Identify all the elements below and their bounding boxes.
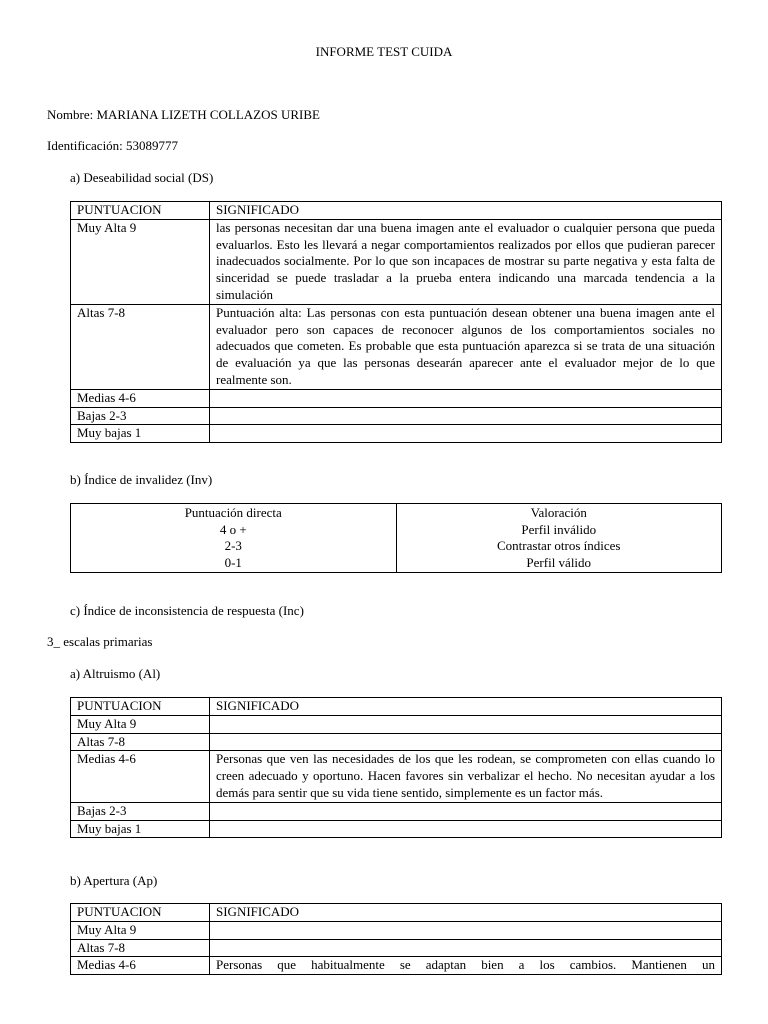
header-significado: SIGNIFICADO [210, 904, 722, 922]
al-table [70, 697, 722, 838]
inv-heading: b) Índice de invalidez (Inv) [70, 472, 213, 487]
meaning-cell [210, 921, 722, 939]
level-cell: Medias 4-6 [71, 389, 210, 407]
table-row [71, 202, 722, 220]
table-row [71, 504, 722, 573]
level-cell: Medias 4-6 [71, 957, 210, 975]
table-row [71, 939, 722, 957]
table-row [71, 407, 722, 425]
table-row [71, 425, 722, 443]
table-row [71, 751, 722, 802]
level-cell: Muy bajas 1 [71, 425, 210, 443]
table-row [71, 802, 722, 820]
inv-table [70, 503, 722, 573]
table-row [71, 957, 722, 975]
inv-col-puntuacion [71, 504, 397, 573]
table-row [71, 219, 722, 304]
inv-col-valoracion [396, 504, 722, 573]
table-row [71, 820, 722, 838]
level-cell: Altas 7-8 [71, 939, 210, 957]
inv-score: 0-1 [224, 554, 242, 570]
escalas-heading: 3_ escalas primarias [47, 634, 153, 649]
level-cell: Muy Alta 9 [71, 921, 210, 939]
ds-heading: a) Deseabilidad social (DS) [70, 170, 214, 185]
ap-heading: b) Apertura (Ap) [70, 873, 158, 888]
meaning-cell [210, 733, 722, 751]
header-puntuacion: PUNTUACION [71, 202, 210, 220]
table-row [71, 389, 722, 407]
inc-heading: c) Índice de inconsistencia de respuesta (Inc) [70, 603, 304, 618]
nombre-line: Nombre: MARIANA LIZETH COLLAZOS URIBE [47, 107, 320, 122]
inv-score: 2-3 [224, 538, 242, 554]
inv-score: 4 o + [219, 521, 247, 537]
meaning-cell: Personas que habitualmente se adaptan bien a los cambios. Mantienen un [210, 957, 722, 975]
level-cell: Muy bajas 1 [71, 820, 210, 838]
level-cell: Muy Alta 9 [71, 219, 210, 304]
meaning-cell [210, 820, 722, 838]
level-cell: Medias 4-6 [71, 751, 210, 802]
inv-col1-header: Puntuación directa [184, 505, 282, 520]
meaning-cell [210, 407, 722, 425]
table-row [71, 733, 722, 751]
inv-assessment: Perfil válido [526, 554, 592, 570]
inv-assessment: Contrastar otros índices [497, 538, 621, 554]
meaning-cell [210, 715, 722, 733]
level-cell: Altas 7-8 [71, 304, 210, 389]
header-puntuacion: PUNTUACION [71, 904, 210, 922]
meaning-cell [210, 939, 722, 957]
header-significado: SIGNIFICADO [210, 698, 722, 716]
header-puntuacion: PUNTUACION [71, 698, 210, 716]
ds-table [70, 201, 722, 443]
table-row [71, 698, 722, 716]
table-row [71, 921, 722, 939]
table-row [71, 904, 722, 922]
document-title: INFORME TEST CUIDA [315, 44, 453, 59]
inv-col2-header: Valoración [530, 505, 587, 520]
level-cell: Muy Alta 9 [71, 715, 210, 733]
level-cell: Bajas 2-3 [71, 802, 210, 820]
ap-table [70, 903, 722, 975]
al-heading: a) Altruismo (Al) [70, 666, 161, 681]
meaning-cell [210, 389, 722, 407]
meaning-cell: las personas necesitan dar una buena imagen ante el evaluador o cualquier persona que pueda evaluarlos. Esto les llevará a negar comportamientos realizados por ellos que pudieran parecer inadecuados socialmente. Por lo que son incapaces de mostrar su parte negativa y esta falta de sinceridad se puede trasladar a la prueba entera indicando una marcada tendencia a la simulación [210, 219, 722, 304]
meaning-cell: Puntuación alta: Las personas con esta puntuación desean obtener una buena imagen ante el evaluador pero son capaces de reconocer algunos de los comportamientos sociales no adecuados que cometen. Es probable que esta puntuación aparezca si se trata de una situación de evaluación ya que las personas desearán aparecer ante el evaluador mejor de lo que realmente son. [210, 304, 722, 389]
table-row [71, 715, 722, 733]
header-significado: SIGNIFICADO [210, 202, 722, 220]
meaning-cell [210, 802, 722, 820]
meaning-cell [210, 425, 722, 443]
meaning-cell: Personas que ven las necesidades de los que les rodean, se comprometen con ellas cuando lo creen adecuado y oportuno. Hacen favores sin verbalizar el hecho. No necesitan ayudar a los demás para sentir que su vida tiene sentido, simplemente es un factor más. [210, 751, 722, 802]
level-cell: Bajas 2-3 [71, 407, 210, 425]
level-cell: Altas 7-8 [71, 733, 210, 751]
inv-assessment: Perfil inválido [521, 521, 597, 537]
table-row [71, 304, 722, 389]
identificacion-line: Identificación: 53089777 [47, 138, 179, 153]
